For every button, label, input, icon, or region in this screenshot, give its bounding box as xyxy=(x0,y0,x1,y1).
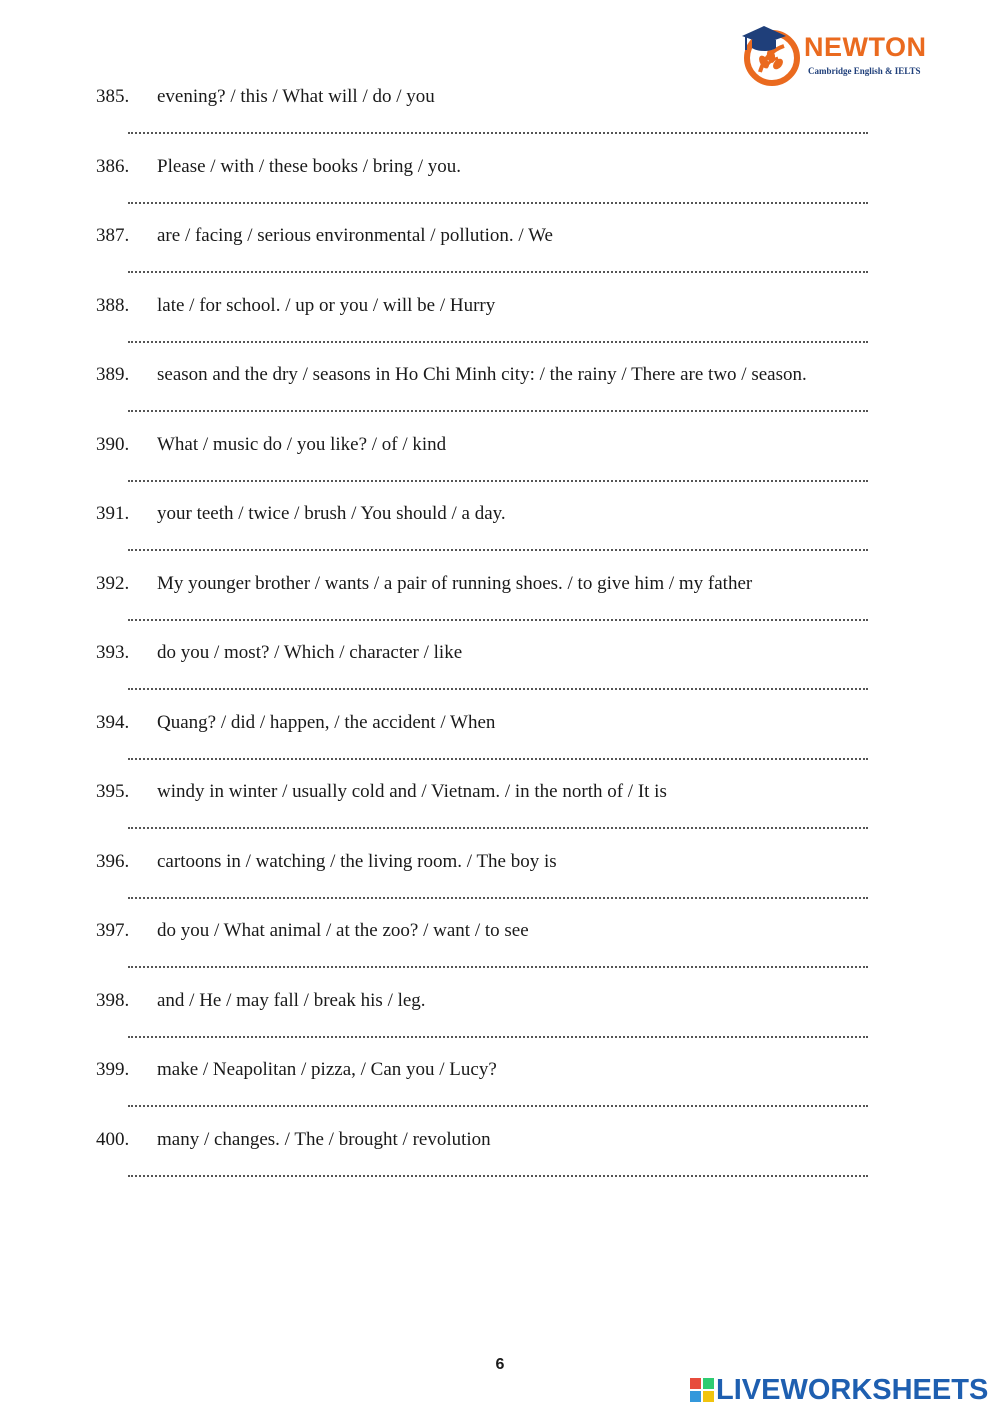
item-prompt: What / music do / you like? / of / kind xyxy=(157,433,447,455)
item-prompt: windy in winter / usually cold and / Vietnam. / in the north of / It is xyxy=(157,781,667,802)
answer-line[interactable] xyxy=(128,827,868,829)
item-number: 392. xyxy=(96,572,130,594)
item-prompt: do you / What animal / at the zoo? / want / to see xyxy=(157,920,529,941)
logo-subtitle: Cambridge English & IELTS xyxy=(808,66,921,76)
item-prompt: and / He / may fall / break his / leg. xyxy=(157,989,426,1011)
item-number: 395. xyxy=(96,781,130,802)
exercise-item xyxy=(0,571,1000,641)
answer-line[interactable] xyxy=(128,341,868,343)
answer-line[interactable] xyxy=(128,132,868,134)
item-prompt: Quang? / did / happen, / the accident / When xyxy=(157,711,496,733)
item-number: 388. xyxy=(96,294,130,316)
item-prompt: late / for school. / up or you / will be / Hurry xyxy=(157,294,496,316)
exercise-item xyxy=(0,362,1000,432)
exercise-item xyxy=(0,1057,1000,1127)
item-number: 394. xyxy=(96,711,130,733)
item-prompt: are / facing / serious environmental / pollution. / We xyxy=(157,225,553,246)
answer-line[interactable] xyxy=(128,549,868,551)
answer-line[interactable] xyxy=(128,480,868,482)
item-prompt: cartoons in / watching / the living room. / The boy is xyxy=(157,850,557,872)
item-number: 385. xyxy=(96,86,130,107)
answer-line[interactable] xyxy=(128,202,868,204)
exercise-item xyxy=(0,223,1000,293)
liveworksheets-brand xyxy=(690,1372,990,1408)
answer-line[interactable] xyxy=(128,410,868,412)
item-number: 390. xyxy=(96,433,130,455)
answer-line[interactable] xyxy=(128,271,868,273)
item-number: 396. xyxy=(96,850,130,872)
exercise-item xyxy=(0,432,1000,502)
exercise-item xyxy=(0,849,1000,919)
exercise-item xyxy=(0,501,1000,571)
newton-logo xyxy=(738,22,938,88)
item-number: 398. xyxy=(96,989,130,1011)
exercise-item xyxy=(0,710,1000,780)
liveworksheets-wordmark: LIVEWORKSHEETS xyxy=(716,1374,989,1406)
item-number: 389. xyxy=(96,364,130,385)
exercise-item xyxy=(0,640,1000,710)
answer-line[interactable] xyxy=(128,1105,868,1107)
exercise-item xyxy=(0,1127,1000,1197)
page-number: 6 xyxy=(495,1356,505,1373)
exercise-item xyxy=(0,293,1000,363)
item-number: 400. xyxy=(96,1128,130,1150)
item-prompt: make / Neapolitan / pizza, / Can you / Lucy? xyxy=(157,1059,497,1080)
live-grid-icon xyxy=(690,1378,714,1402)
answer-line[interactable] xyxy=(128,1175,868,1177)
item-number: 387. xyxy=(96,225,130,246)
exercise-list xyxy=(0,84,1000,1196)
answer-line[interactable] xyxy=(128,758,868,760)
item-number: 391. xyxy=(96,503,130,524)
item-prompt: your teeth / twice / brush / You should / a day. xyxy=(157,503,506,524)
exercise-item xyxy=(0,84,1000,154)
item-prompt: evening? / this / What will / do / you xyxy=(157,86,435,107)
item-number: 399. xyxy=(96,1059,130,1080)
item-prompt: My younger brother / wants / a pair of running shoes. / to give him / my father xyxy=(157,572,753,594)
exercise-item xyxy=(0,154,1000,224)
newton-emblem-icon xyxy=(738,22,804,86)
logo-title: NEWTON xyxy=(804,32,927,62)
item-prompt: Please / with / these books / bring / you. xyxy=(157,155,461,177)
item-number: 386. xyxy=(96,155,130,177)
item-number: 397. xyxy=(96,920,130,941)
answer-line[interactable] xyxy=(128,688,868,690)
item-prompt: many / changes. / The / brought / revolution xyxy=(157,1128,491,1150)
answer-line[interactable] xyxy=(128,897,868,899)
answer-line[interactable] xyxy=(128,619,868,621)
exercise-item xyxy=(0,918,1000,988)
exercise-item xyxy=(0,988,1000,1058)
answer-line[interactable] xyxy=(128,966,868,968)
answer-line[interactable] xyxy=(128,1036,868,1038)
exercise-item xyxy=(0,779,1000,849)
item-prompt: do you / most? / Which / character / like xyxy=(157,642,463,663)
item-number: 393. xyxy=(96,642,130,663)
item-prompt: season and the dry / seasons in Ho Chi Minh city: / the rainy / There are two / season. xyxy=(157,364,807,385)
